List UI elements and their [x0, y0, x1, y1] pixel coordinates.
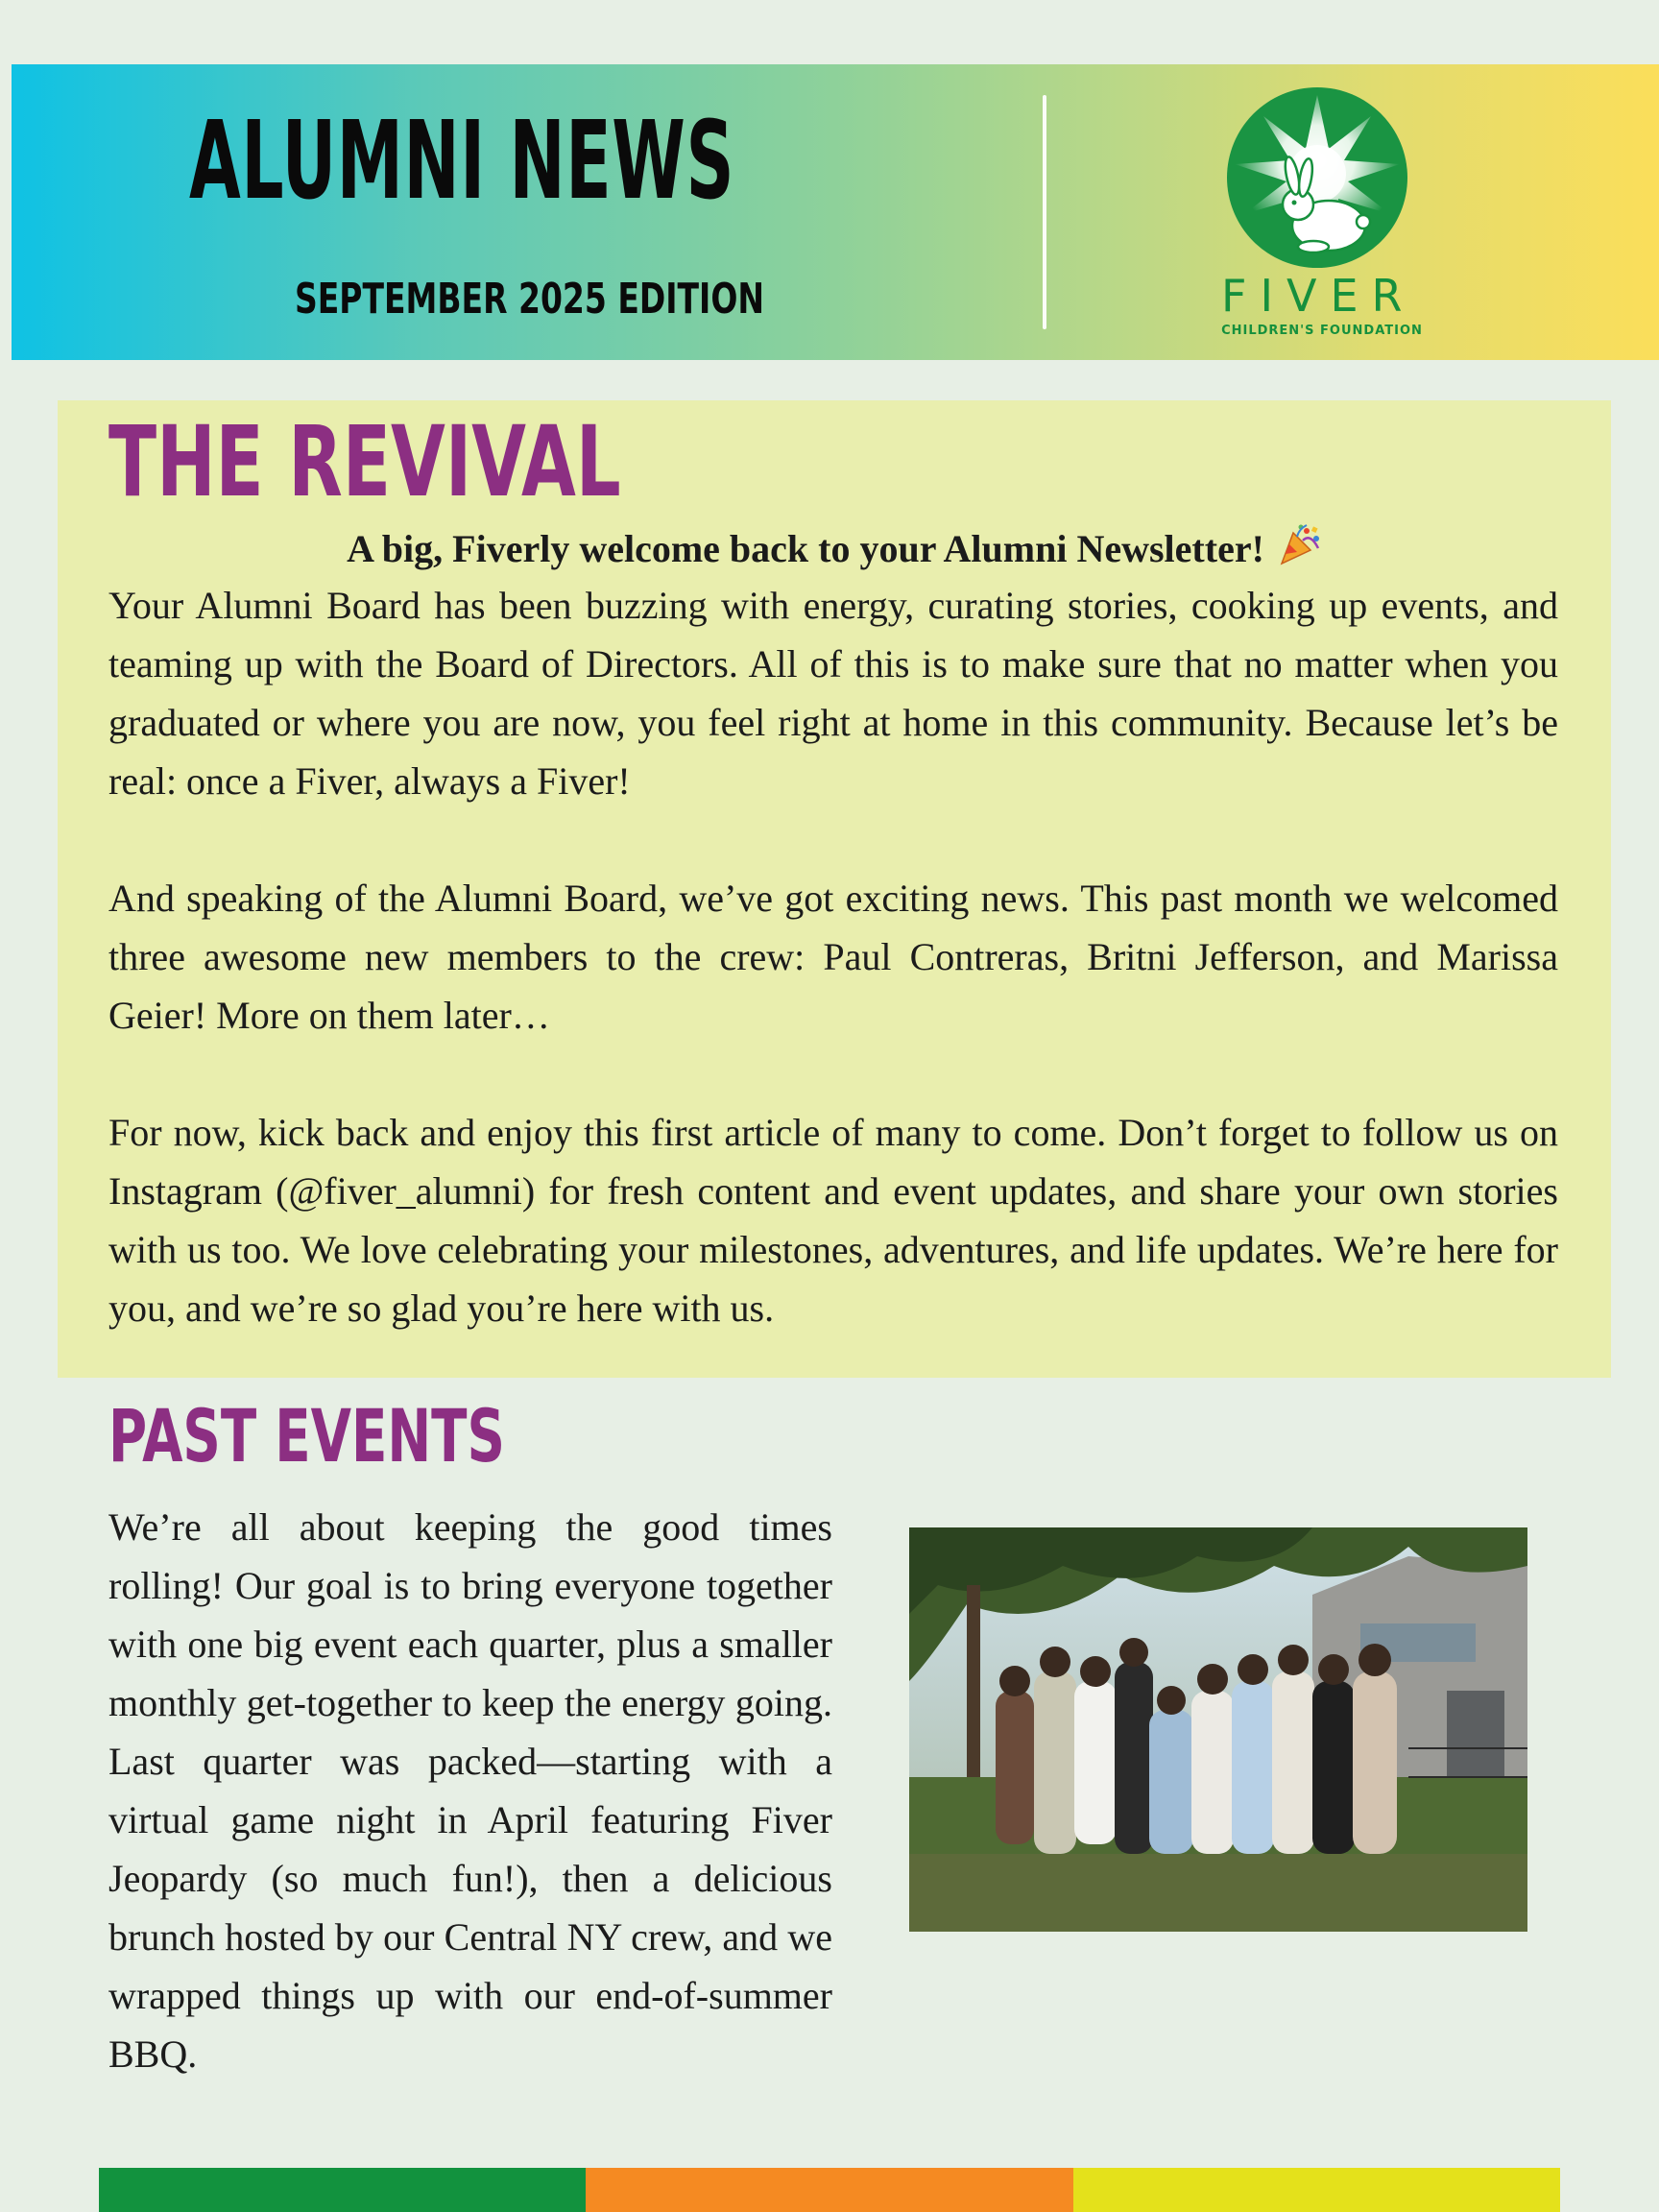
revival-body [108, 576, 1558, 1337]
logo-subtitle: CHILDREN'S FOUNDATION [1221, 324, 1423, 338]
edition-label: SEPTEMBER 2025 EDITION [295, 275, 764, 324]
revival-section [58, 400, 1611, 1378]
footer-bar-yellow [1073, 2168, 1560, 2212]
footer-bar-orange [586, 2168, 1073, 2212]
fiver-logo [1221, 82, 1432, 350]
logo-wordmark: FIVER [1221, 270, 1416, 322]
past-events-heading: PAST EVENTS [108, 1393, 505, 1479]
newsletter-title: ALUMNI NEWS [189, 99, 735, 224]
revival-paragraph: For now, kick back and enjoy this first article of many to come. Don’t forget to follow us on Instagram (@fiver_alumni) for fresh content and event updates, and share your own stories with us too. We love celebrating your milestones, adventures, and life updates. We’re here for you, and we’re so glad you’re here with us. [108, 1111, 1558, 1330]
welcome-line [58, 523, 1611, 572]
party-popper-icon [1278, 523, 1322, 565]
header-divider [1043, 95, 1046, 329]
header-banner [12, 64, 1659, 360]
revival-paragraph: Your Alumni Board has been buzzing with energy, curating stories, cooking up events, and teaming up with the Board of Directors. All of this is to make sure that no matter when you graduated or where you are now, you feel right at home in this community. Because let’s be real: once a Fiver, always a Fiver! [108, 584, 1558, 803]
revival-heading: THE REVIVAL [108, 405, 621, 519]
past-events-paragraph: We’re all about keeping the good times rolling! Our goal is to bring everyone together with one big event each quarter, plus a smaller monthly get-together to keep the energy going. Last quarter was packed—starting with a virtual game night in April featuring Fiver Jeopardy (so much fun!), then a delicious brunch hosted by our Central NY crew, and we wrapped things up with our end-of-summer BBQ. [108, 1505, 832, 2076]
welcome-text: A big, Fiverly welcome back to your Alumni Newsletter! [347, 527, 1264, 570]
revival-paragraph: And speaking of the Alumni Board, we’ve got exciting news. This past month we welcomed three awesome new members to the crew: Paul Contreras, Britni Jefferson, and Marissa Geier! More on them later… [108, 877, 1558, 1037]
rabbit-sunburst-icon [1221, 82, 1413, 274]
group-photo [909, 1527, 1527, 1932]
footer-bar-green [99, 2168, 586, 2212]
